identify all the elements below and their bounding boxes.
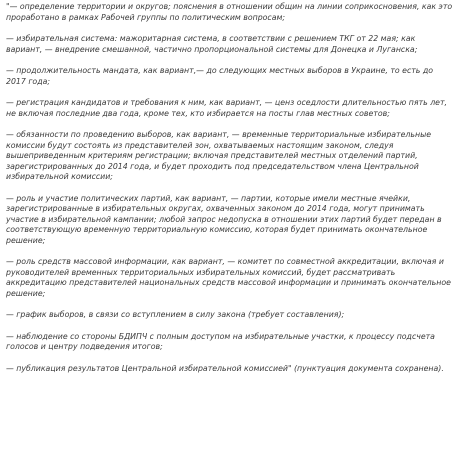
- document-body: [6, 2, 454, 374]
- paragraph-election-schedule: — график выборов, в связи со вступлением в силу закона (требует составления);: [6, 310, 345, 319]
- paragraph-results-publication: — публикация результатов Центральной избирательной комиссией" (пунктуация документа сохранена).: [6, 363, 444, 373]
- paragraph-election-duties: — обязанности по проведению выборов, как вариант, — временные территориальные избирательные комиссии будут состоять из представителей зон, охватываемых настоящим законом, следуя вышеприведенным критериям регистрации; включая представителей местных отделений партий, зарегистрированных до 2014 года, и будет проходить под председательством члена Центральной избирательной комиссии;: [6, 130, 432, 181]
- paragraph-electoral-system: — избирательная система: мажоритарная система, в соответствии с решением ТКГ от 22 мая; как вариант, — внедрение смешанной, частично пропорциональной системы для Донецка и Луганска;: [6, 34, 418, 54]
- paragraph-odihr-observation: — наблюдение со стороны БДИПЧ с полным доступом на избирательные участки, к процессу подсчета голосов и центру подведения итогов;: [6, 331, 435, 351]
- paragraph-candidate-registration: — регистрация кандидатов и требования к ним, как вариант, — ценз оседлости длительностью пять лет, не включая последние два года, кроме тех, кто избирается на посты глав местных советов;: [6, 98, 447, 118]
- paragraph-political-parties: — роль и участие политических партий, как вариант, — партии, которые имели местные ячейки, зарегистрированные в избирательных округах, охваченных законом до 2014 года, могут принимать участие в избирательной кампании; любой запрос недопуска в отношении этих партий будет передан в соответствующую временную территориальную комиссию, которая будет принимать окончательное решение;: [6, 193, 442, 245]
- paragraph-media-role: — роль средств массовой информации, как вариант, — комитет по совместной аккредитации, включая и руководителей временных территориальных избирательных комиссий, будет рассматривать аккредитацию представителей национальных средств массовой информации и принимать окончательное решение;: [6, 257, 451, 298]
- paragraph-mandate-duration: — продолжительность мандата, как вариант,— до следующих местных выборов в Украине, то есть до 2017 года;: [6, 66, 434, 86]
- paragraph-territory: "— определение территории и округов; пояснения в отношении общин на линии соприкосновения, как это проработано в рамках Рабочей группы по политическим вопросам;: [6, 2, 453, 22]
